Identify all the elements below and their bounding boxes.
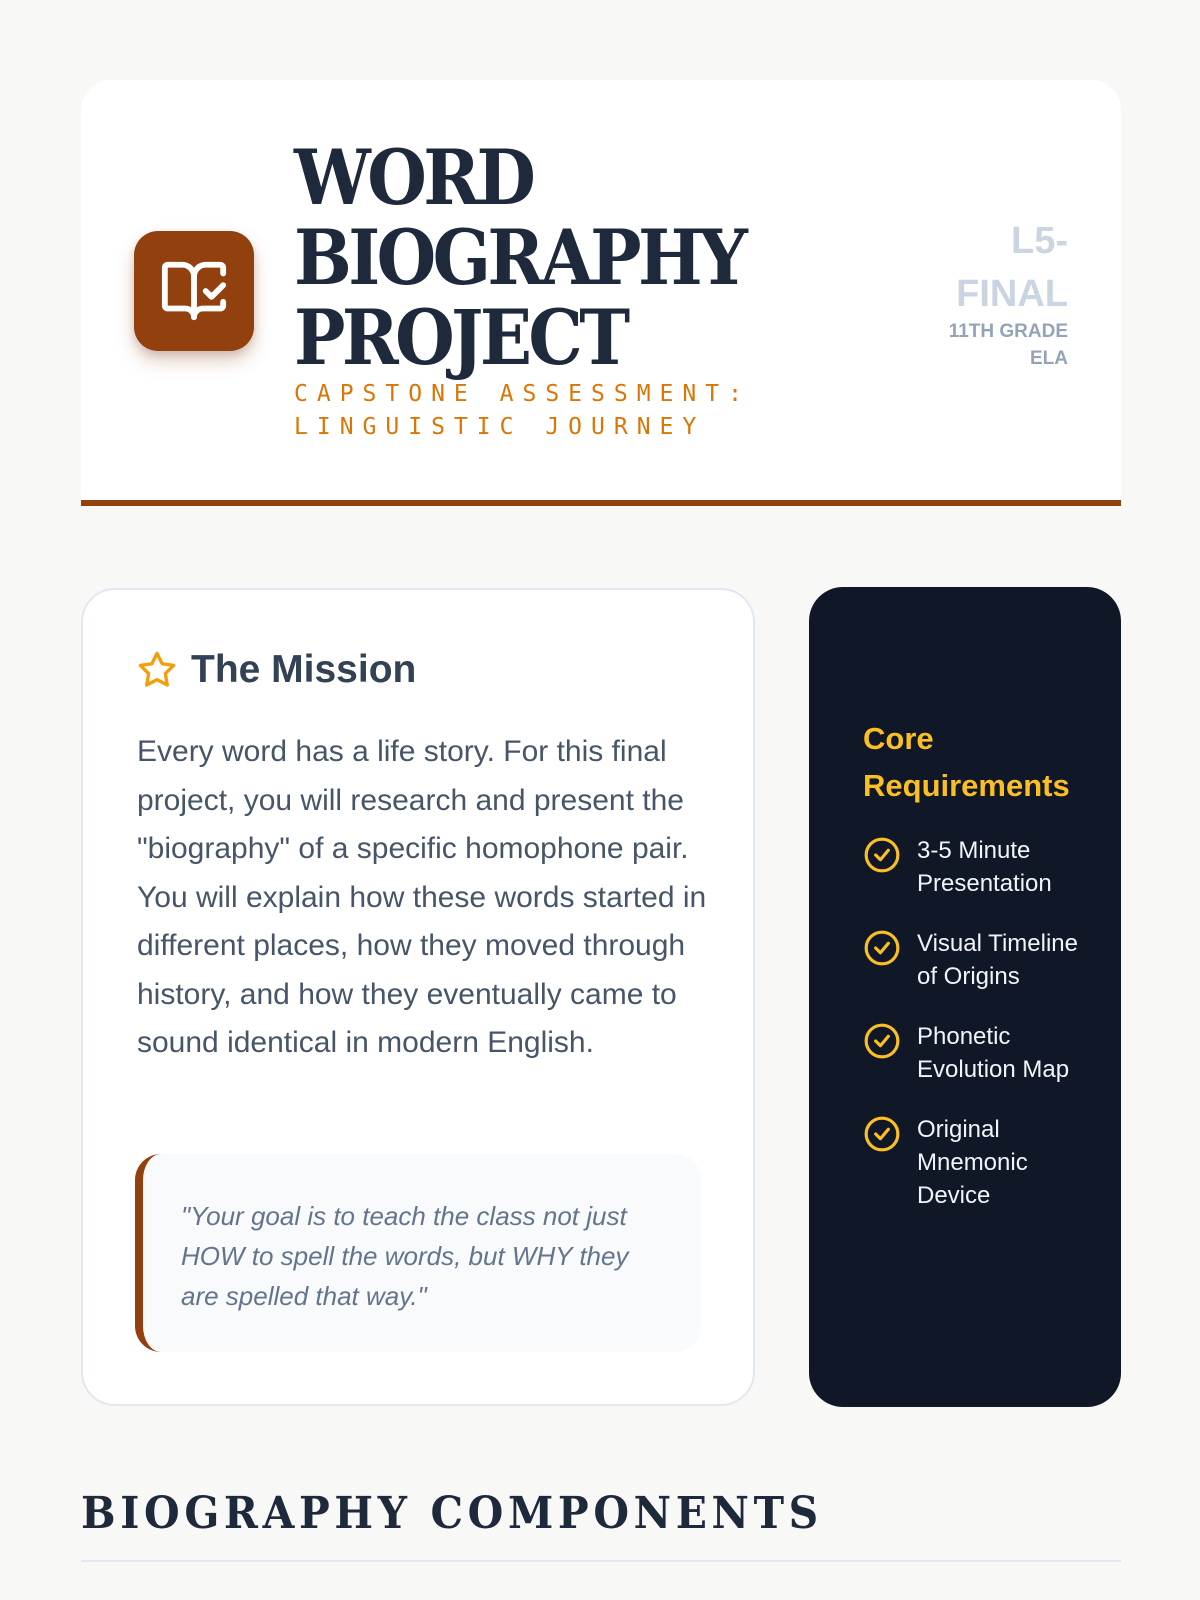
check-circle-icon — [863, 929, 901, 967]
requirement-item — [863, 927, 1103, 993]
page-subtitle: CAPSTONE ASSESSMENT: LINGUISTIC JOURNEY — [294, 381, 751, 440]
requirement-label: Original Mnemonic Device — [917, 1116, 1028, 1209]
mission-quote: "Your goal is to teach the class not just HOW to spell the words, but WHY they are spelled that way." — [135, 1154, 701, 1352]
requirement-item — [863, 1113, 1103, 1212]
page-title — [294, 133, 745, 382]
mission-card — [81, 588, 755, 1406]
mission-title: The Mission — [191, 648, 417, 691]
mission-heading — [137, 648, 416, 692]
star-icon — [137, 650, 177, 690]
requirement-label: 3-5 Minute Presentation — [917, 837, 1052, 897]
requirement-item — [863, 1020, 1103, 1086]
book-open-check-icon — [134, 231, 254, 351]
requirements-title: Core Requirements — [863, 721, 1070, 803]
check-circle-icon — [863, 1115, 901, 1153]
requirements-card — [809, 587, 1121, 1407]
mission-description: Every word has a life story. For this final project, you will research and present the "biography" of a specific homophone pair. You will explain how these words started in different places, how they moved through history, and how they eventually came to sound identical in modern English. — [137, 735, 707, 1059]
title-line: PROJECT — [294, 293, 627, 382]
check-circle-icon — [863, 836, 901, 874]
requirements-list — [863, 834, 1103, 1239]
grade-level: 11TH GRADE ELA — [948, 321, 1068, 369]
lesson-code: L5-FINAL — [956, 220, 1068, 315]
section-divider — [81, 1560, 1121, 1562]
title-line: WORD — [294, 133, 533, 222]
check-circle-icon — [863, 1022, 901, 1060]
header-card — [81, 80, 1121, 506]
requirement-label: Phonetic Evolution Map — [917, 1023, 1070, 1083]
requirement-label: Visual Timeline of Origins — [917, 930, 1078, 990]
title-line: BIOGRAPHY — [294, 213, 745, 302]
requirement-item — [863, 834, 1103, 900]
section-title-components: BIOGRAPHY COMPONENTS — [81, 1488, 823, 1539]
